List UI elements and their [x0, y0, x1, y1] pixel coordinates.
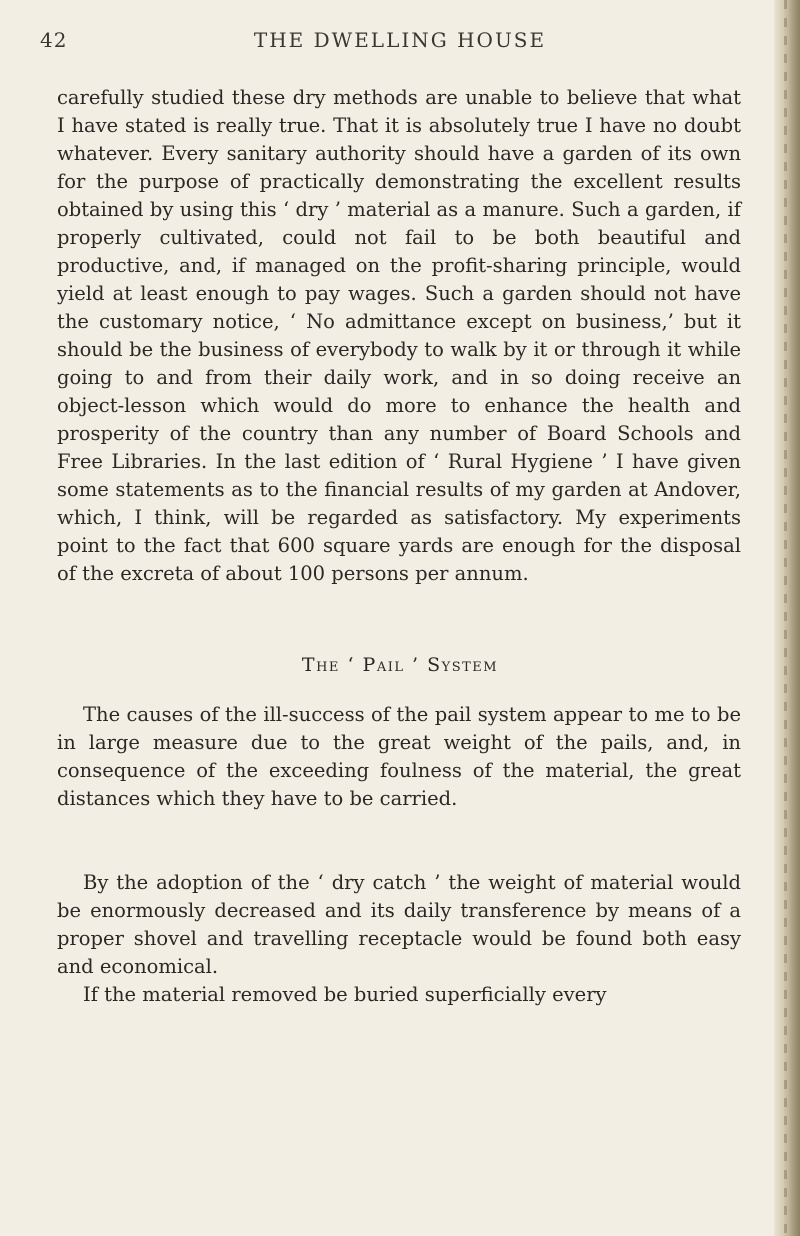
running-head: THE DWELLING HOUSE: [253, 28, 547, 52]
page-edge-shadow: [774, 0, 800, 1236]
body-paragraph-3: By the adoption of the ‘ dry catch ’ the weight of material would be enormously decreased and its daily transference by means of a proper shovel and travelling receptacle would be found both easy and economical.: [57, 871, 741, 978]
body-paragraph-4: If the material removed be buried superficially every: [83, 983, 607, 1006]
body-paragraph-2: The causes of the ill-success of the pail system appear to me to be in large measure due to the great weight of the pails, and, in consequence of the exceeding foulness of the material, the great distances which they have to be carried.: [57, 703, 741, 810]
page-header: [40, 28, 760, 56]
section-heading: The ‘ Pail ’ System: [301, 654, 499, 676]
body-paragraph-1: carefully studied these dry methods are unable to believe that what I have stated is really true. That it is absolutely true I have no doubt whatever. Every sanitary authority should have a garden of its own for the purpose of practically demonstrating the excellent results obtained by using this ‘ dry ’ material as a manure. Such a garden, if properly cultivated, could not fail to be both beautiful and productive, and, if managed on the profit-sharing principle, would yield at least enough to pay wages. Such a garden should not have the customary notice, ‘ No admittance except on business,’ but it should be the business of everybody to walk by it or through it while going to and from their daily work, and in so doing receive an object-lesson which would do more to enhance the health and prosperity of the country than any number of Board Schools and Free Libraries. In the last edition of ‘ Rural Hygiene ’ I have given some statements as to the financial results of my garden at Andover, which, I think, will be regarded as satisfactory. My experiments point to the fact that 600 square yards are enough for the disposal of the excreta of about 100 persons per annum.: [57, 86, 741, 585]
page-number: 42: [40, 28, 68, 52]
